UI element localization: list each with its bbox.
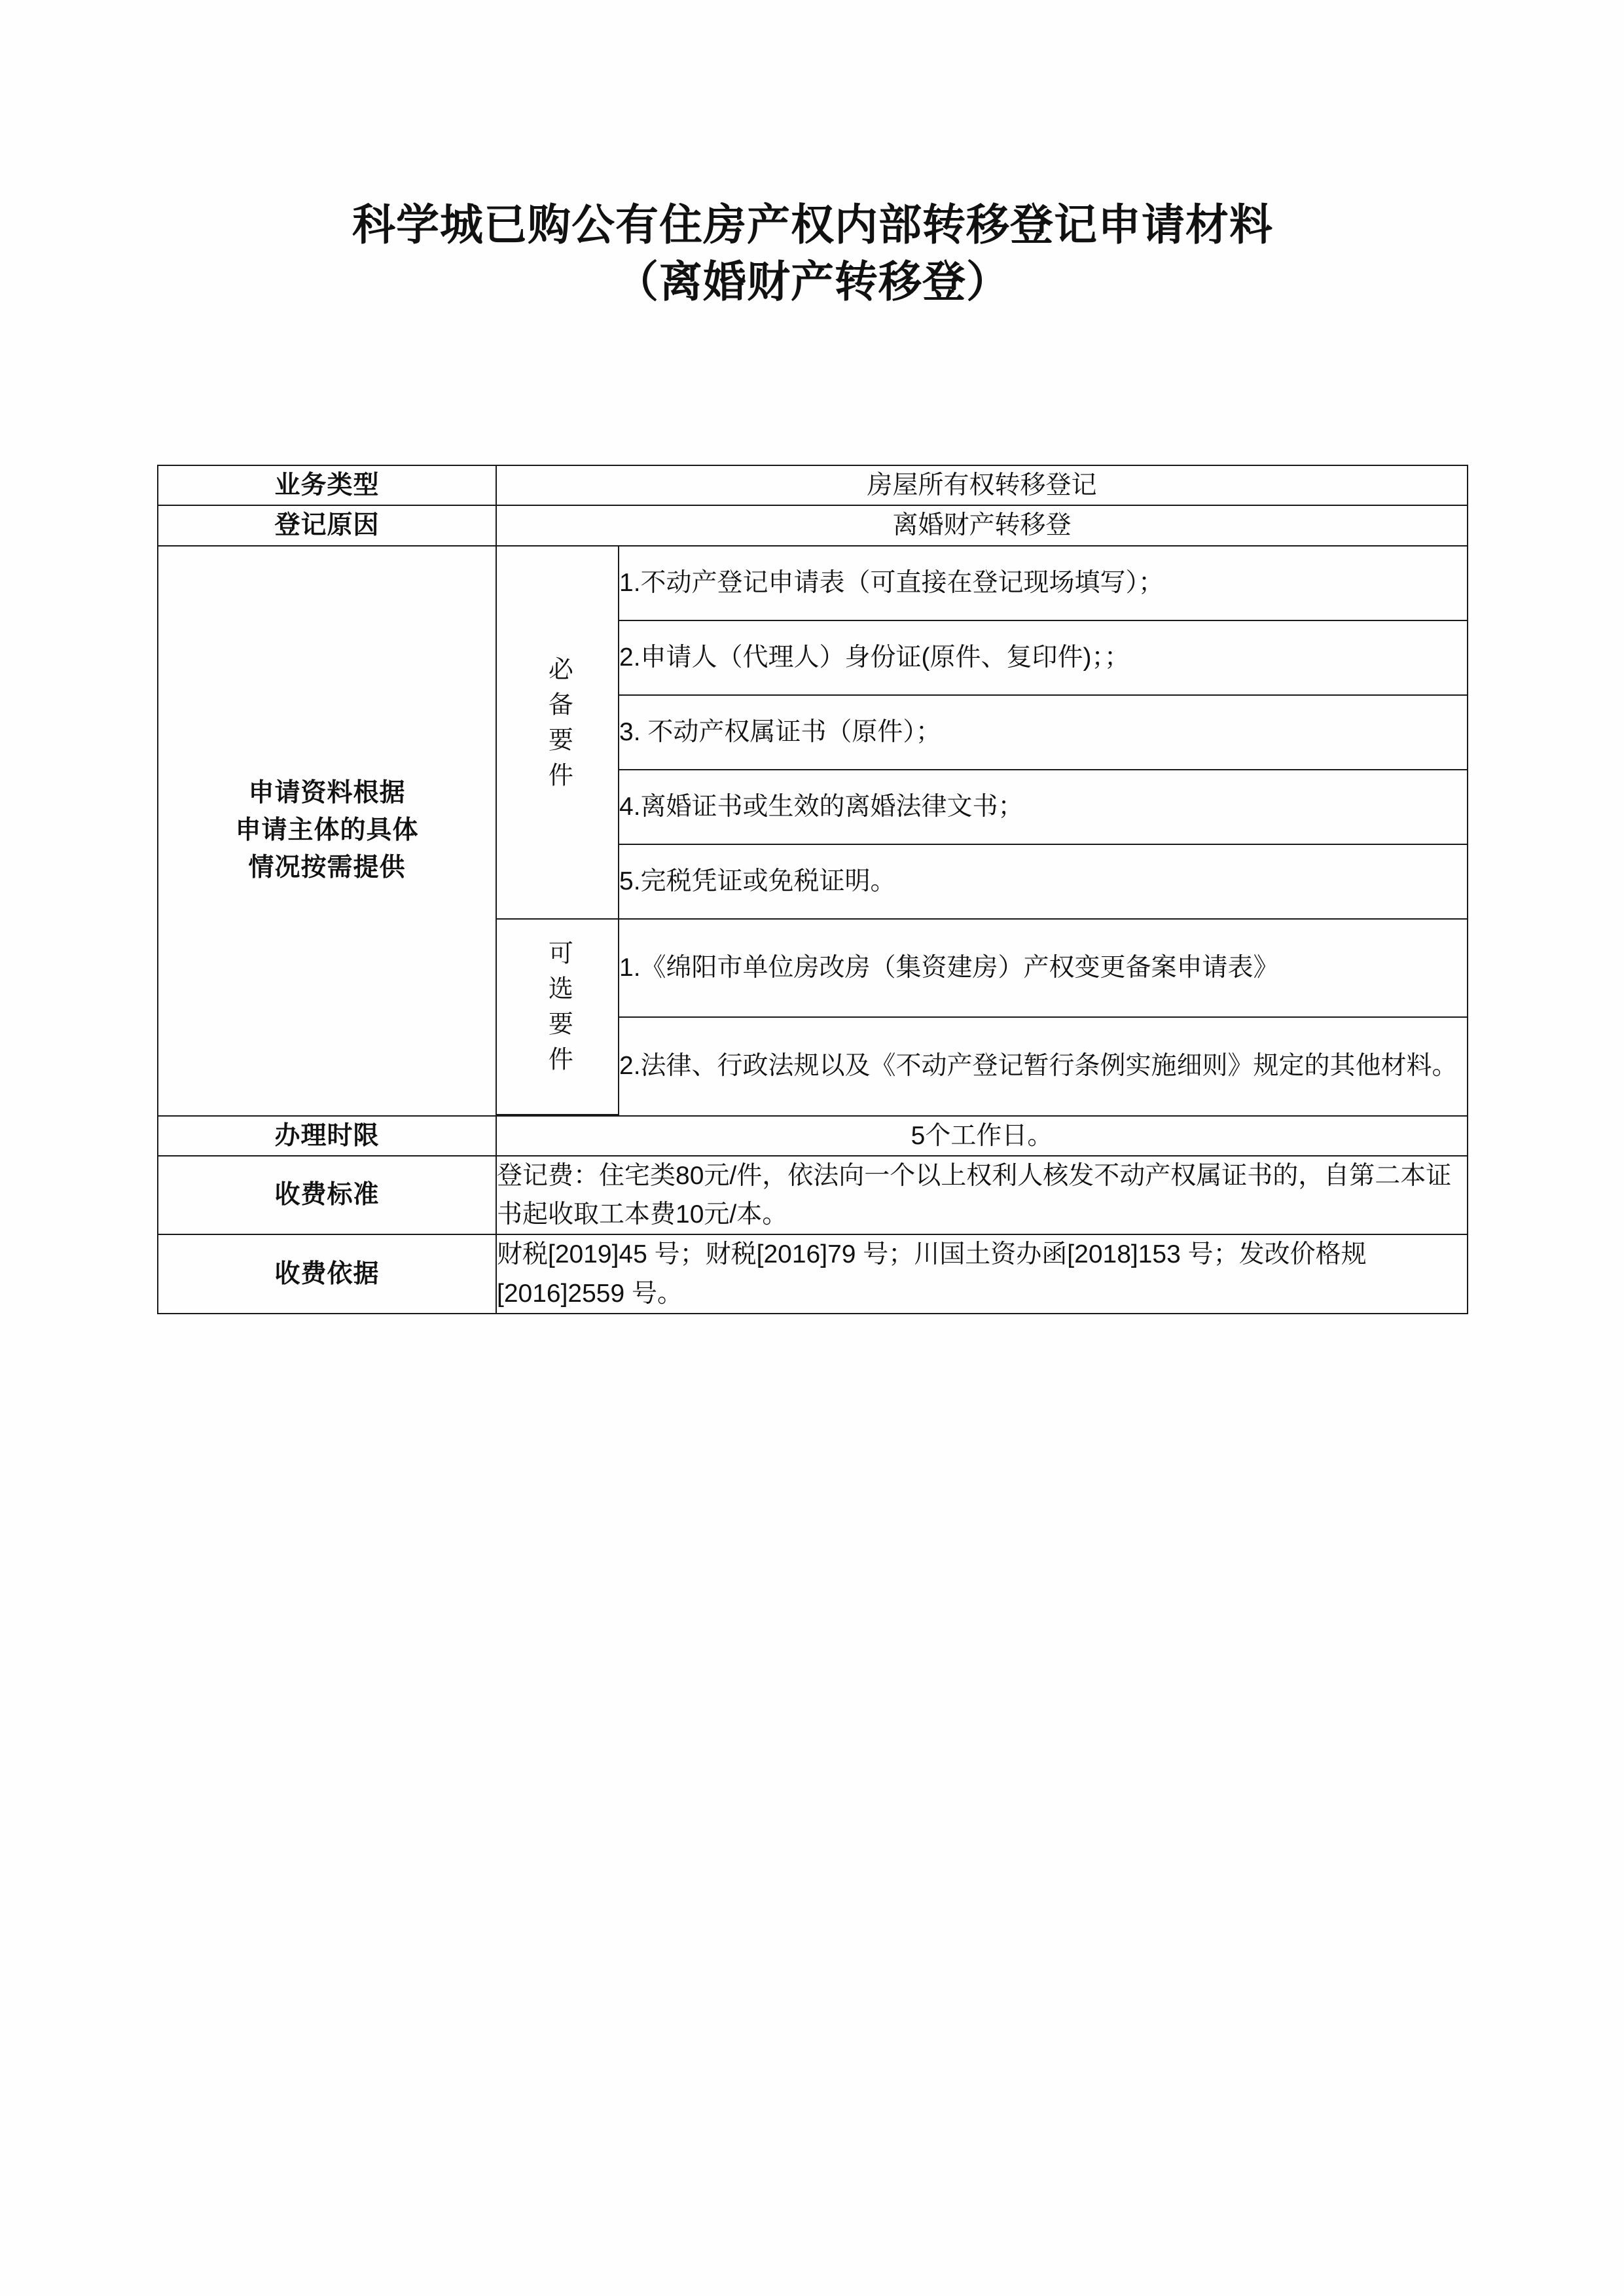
label-materials bbox=[158, 546, 496, 1116]
page-title-line-1: 科学城已购公有住房产权内部转移登记申请材料 bbox=[352, 200, 1273, 249]
optional-item-row-1 bbox=[497, 919, 1467, 1017]
table-row-processing-time bbox=[158, 1116, 1468, 1156]
list-item: 5.完税凭证或免税证明。 bbox=[619, 844, 1467, 919]
required-item-row-1 bbox=[497, 547, 1467, 620]
list-item: 3. 不动产权属证书（原件）； bbox=[619, 695, 1467, 770]
value-processing-time: 5个工作日。 bbox=[496, 1116, 1468, 1156]
label-business-type: 业务类型 bbox=[158, 465, 496, 505]
table-row-materials bbox=[158, 546, 1468, 1116]
optional-item-row-2 bbox=[497, 1017, 1467, 1115]
label-materials-line-2: 申请主体的具体 bbox=[235, 816, 419, 844]
label-registration-reason: 登记原因 bbox=[158, 505, 496, 545]
list-item: 2.法律、行政法规以及《不动产登记暂行条例实施细则》规定的其他材料。 bbox=[619, 1017, 1467, 1115]
table-row-fee-standard bbox=[158, 1156, 1468, 1235]
required-item-row-2 bbox=[497, 620, 1467, 695]
group-label-required-text: 必备要件 bbox=[544, 655, 572, 797]
required-item-row-5 bbox=[497, 844, 1467, 919]
page-title bbox=[157, 196, 1468, 310]
label-materials-line-1: 申请资料根据 bbox=[248, 778, 406, 807]
table-row-registration-reason bbox=[158, 505, 1468, 545]
materials-breakdown-table bbox=[497, 547, 1467, 1115]
list-item: 4.离婚证书或生效的离婚法律文书； bbox=[619, 770, 1467, 844]
value-fee-standard: 登记费：住宅类80元/件，依法向一个以上权利人核发不动产权属证书的，自第二本证书起收取工本费10元/本。 bbox=[496, 1156, 1468, 1235]
label-materials-line-3: 情况按需提供 bbox=[248, 853, 406, 882]
group-label-optional-text: 可选要件 bbox=[544, 940, 572, 1082]
group-label-optional bbox=[497, 919, 619, 1115]
group-label-required bbox=[497, 547, 619, 919]
label-fee-standard: 收费标准 bbox=[158, 1156, 496, 1235]
table-row-fee-basis bbox=[158, 1234, 1468, 1314]
required-item-row-3 bbox=[497, 695, 1467, 770]
label-fee-basis: 收费依据 bbox=[158, 1234, 496, 1314]
list-item: 1.《绵阳市单位房改房（集资建房）产权变更备案申请表》 bbox=[619, 919, 1467, 1017]
value-fee-basis: 财税[2019]45 号；财税[2016]79 号；川国土资办函[2018]153 号；发改价格规[2016]2559 号。 bbox=[496, 1234, 1468, 1314]
list-item: 1.不动产登记申请表（可直接在登记现场填写）； bbox=[619, 547, 1467, 620]
label-processing-time: 办理时限 bbox=[158, 1116, 496, 1156]
list-item: 2.申请人（代理人）身份证(原件、复印件)；； bbox=[619, 620, 1467, 695]
value-business-type: 房屋所有权转移登记 bbox=[496, 465, 1468, 505]
materials-container bbox=[496, 546, 1468, 1116]
value-registration-reason: 离婚财产转移登 bbox=[496, 505, 1468, 545]
table-row-business-type bbox=[158, 465, 1468, 505]
page-title-line-2: （离婚财产转移登） bbox=[615, 257, 1010, 306]
required-item-row-4 bbox=[497, 770, 1467, 844]
application-materials-table bbox=[157, 465, 1468, 1314]
